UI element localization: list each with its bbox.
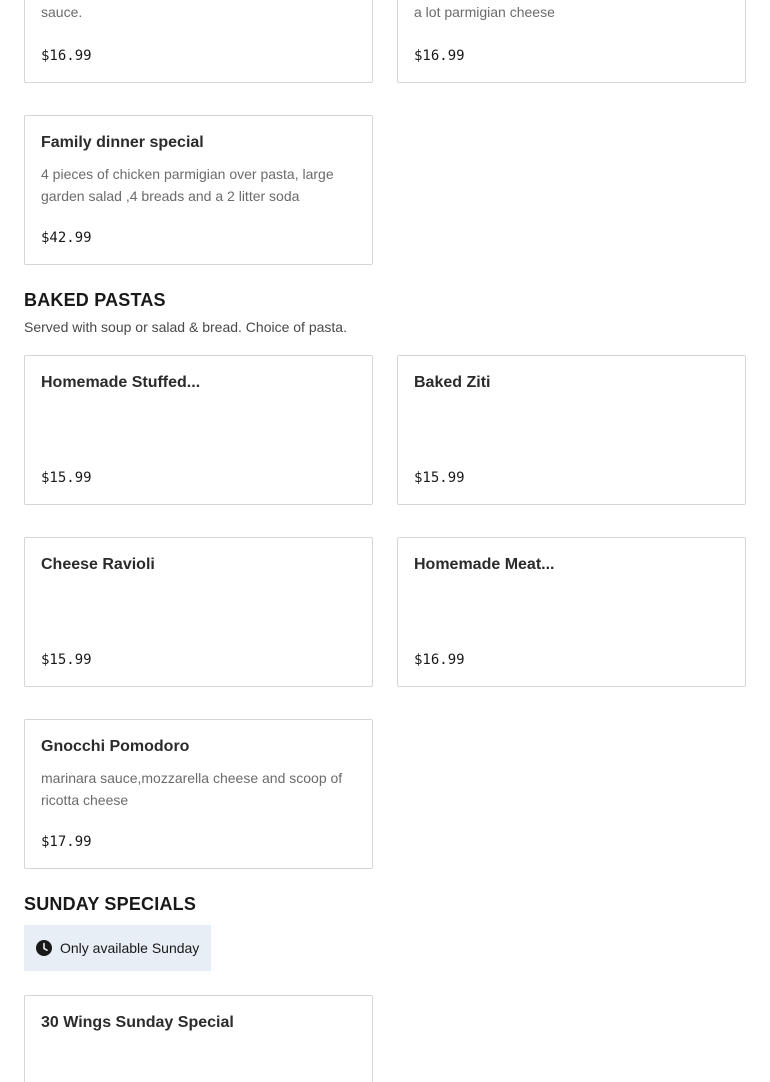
menu-item-card[interactable] <box>397 0 746 83</box>
menu-item-price: $15.99 <box>41 470 92 486</box>
menu-item-price: $16.99 <box>41 48 92 64</box>
menu-item-price: $16.99 <box>414 652 465 668</box>
availability-notice-text: Only available Sunday <box>60 940 200 956</box>
menu-item-name: Cheese Ravioli <box>41 556 155 573</box>
menu-item-price: $15.99 <box>414 470 465 486</box>
menu-item-name: Homemade Stuffed... <box>41 374 201 391</box>
menu-item-description: marinara sauce,mozzarella cheese and scoop of ricotta cheese <box>41 770 343 808</box>
menu-item-homemade-stuffed[interactable] <box>24 355 373 505</box>
menu-item-description: 4 pieces of chicken parmigian over pasta, large garden salad ,4 breads and a 2 litter soda <box>41 166 334 204</box>
menu-item-name: 30 Wings Sunday Special <box>41 1014 234 1031</box>
menu-item-description: a lot parmigian cheese <box>414 4 555 20</box>
menu-item-cheese-ravioli[interactable] <box>24 537 373 687</box>
menu-item-baked-ziti[interactable] <box>397 355 746 505</box>
menu-item-name: Family dinner special <box>41 134 204 151</box>
menu-item-price: $15.99 <box>41 652 92 668</box>
menu-item-family-dinner-special[interactable] <box>24 115 373 265</box>
menu-item-price: $42.99 <box>41 230 92 246</box>
menu-item-name: Baked Ziti <box>414 374 491 391</box>
menu-item-30-wings-sunday-special[interactable] <box>24 995 373 1082</box>
menu-item-name: Homemade Meat... <box>414 556 555 573</box>
section-title-sunday-specials: SUNDAY SPECIALS <box>24 894 197 914</box>
section-title-baked-pastas: BAKED PASTAS <box>24 290 166 310</box>
menu-item-homemade-meat[interactable] <box>397 537 746 687</box>
menu-item-price: $17.99 <box>41 834 92 850</box>
menu-item-price: $16.99 <box>414 48 465 64</box>
menu-item-gnocchi-pomodoro[interactable] <box>24 719 373 869</box>
availability-notice <box>24 925 211 971</box>
menu-item-card[interactable] <box>24 0 373 83</box>
section-subtitle: Served with soup or salad & bread. Choice of pasta. <box>24 319 347 335</box>
menu-item-name: Gnocchi Pomodoro <box>41 738 190 755</box>
menu-item-description: sauce. <box>41 4 83 20</box>
clock-icon <box>36 940 52 956</box>
